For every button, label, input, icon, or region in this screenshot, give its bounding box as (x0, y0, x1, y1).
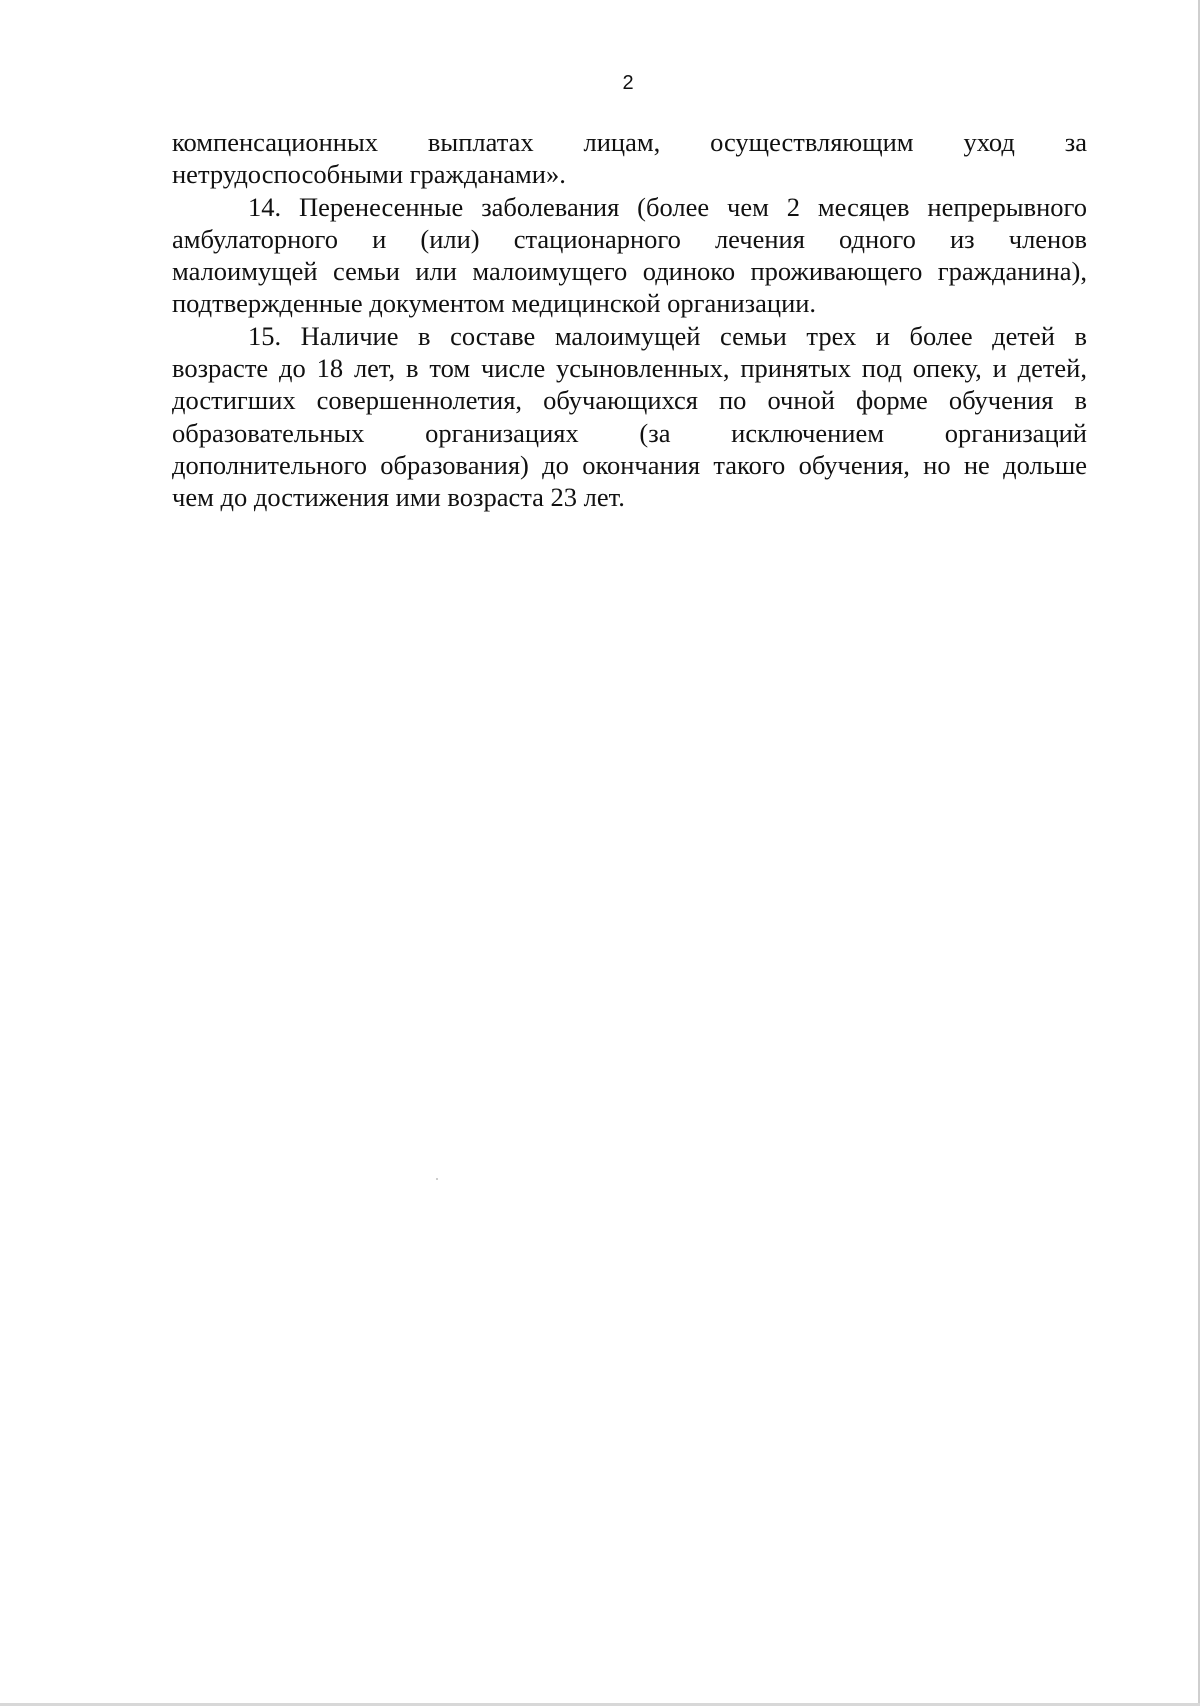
text-line: дополнительного образования) до окончания такого обучения, но не дольше (172, 449, 1087, 480)
text-line: малоимущей семьи или малоимущего одиноко проживающего гражданина), (172, 256, 1087, 287)
text-line: чем до достижения ими возраста 23 лет. (172, 482, 625, 513)
paragraph-item-15 (172, 320, 1087, 514)
text-line: амбулаторного и (или) стационарного лечения одного из членов (172, 223, 1087, 254)
text-line: достигших совершеннолетия, обучающихся по очной форме обучения в (172, 385, 1087, 416)
page-number: 2 (622, 72, 634, 94)
text-line: компенсационных выплатах лицам, осуществляющим уход за (172, 127, 1087, 157)
text-line: образовательных организациях (за исключением организаций (172, 417, 1087, 448)
text-line: 14. Перенесенные заболевания (более чем 2 месяцев непрерывного (248, 191, 1087, 222)
text-line: 15. Наличие в составе малоимущей семьи трех и более детей в (248, 320, 1087, 351)
text-line: подтвержденные документом медицинской организации. (172, 288, 817, 319)
text-line: нетрудоспособными гражданами». (172, 159, 566, 190)
document-body (172, 126, 1087, 514)
paragraph-continuation (172, 126, 1087, 191)
text-line: возрасте до 18 лет, в том числе усыновленных, принятых под опеку, и детей, (172, 353, 1087, 384)
paragraph-item-14 (172, 191, 1087, 320)
scan-speck (436, 1178, 438, 1180)
